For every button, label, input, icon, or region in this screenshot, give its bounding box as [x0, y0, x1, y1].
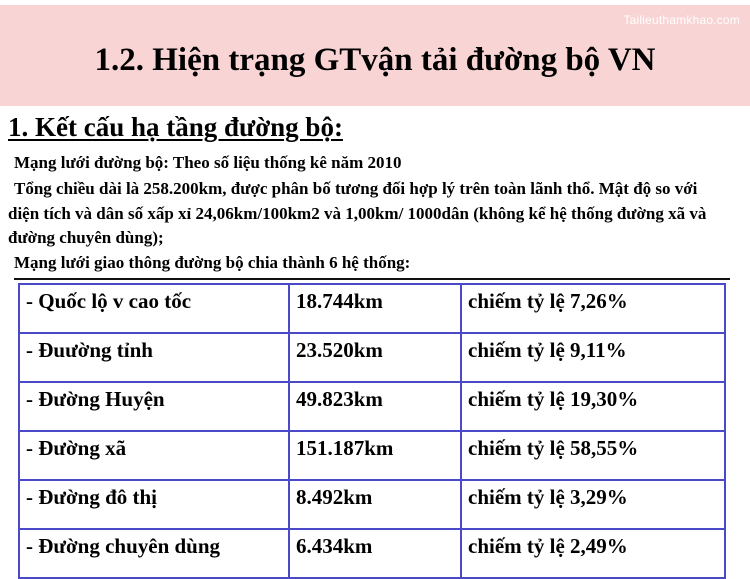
road-length-cell: 151.187km: [289, 431, 461, 480]
road-length-cell: 49.823km: [289, 382, 461, 431]
road-systems-table: [18, 283, 726, 579]
road-type-cell: - Đường xã: [19, 431, 289, 480]
table-row: [19, 382, 725, 431]
table-row: [19, 333, 725, 382]
road-share-cell: chiếm tỷ lệ 7,26%: [461, 284, 725, 333]
road-type-cell: - Quốc lộ v cao tốc: [19, 284, 289, 333]
road-type-cell: - Đường chuyên dùng: [19, 529, 289, 578]
slide-title: 1.2. Hiện trạng GTvận tải đường bộ VN: [94, 42, 656, 78]
table-row: [19, 480, 725, 529]
paragraph-total-length: Tổng chiều dài là 258.200km, được phân bố tương đối hợp lý trên toàn lãnh thổ. Mật độ so với diện tích và dân số xấp xỉ 24,06km/100km2 và 1,00km/ 1000dân (không kể hệ thống đường xã và đường chuyên dùng);: [8, 179, 707, 247]
paragraph-network-source: Mạng lưới đường bộ: Theo số liệu thống kê năm 2010: [14, 153, 402, 172]
road-length-cell: 6.434km: [289, 529, 461, 578]
table-row: [19, 529, 725, 578]
road-share-cell: chiếm tỷ lệ 2,49%: [461, 529, 725, 578]
table-row: [19, 284, 725, 333]
road-length-cell: 8.492km: [289, 480, 461, 529]
road-type-cell: - Đuường tỉnh: [19, 333, 289, 382]
road-share-cell: chiếm tỷ lệ 3,29%: [461, 480, 725, 529]
paragraph-six-systems: Mạng lưới giao thông đường bộ chia thành 6 hệ thống:: [14, 253, 411, 272]
road-length-cell: 23.520km: [289, 333, 461, 382]
road-share-cell: chiếm tỷ lệ 58,55%: [461, 431, 725, 480]
watermark: Tailieuthamkhao.com: [623, 13, 740, 27]
road-type-cell: - Đường Huyện: [19, 382, 289, 431]
table-row: [19, 431, 725, 480]
road-type-cell: - Đường đô thị: [19, 480, 289, 529]
section-heading: 1. Kết cấu hạ tầng đường bộ:: [8, 112, 343, 142]
road-length-cell: 18.744km: [289, 284, 461, 333]
road-share-cell: chiếm tỷ lệ 9,11%: [461, 333, 725, 382]
road-share-cell: chiếm tỷ lệ 19,30%: [461, 382, 725, 431]
